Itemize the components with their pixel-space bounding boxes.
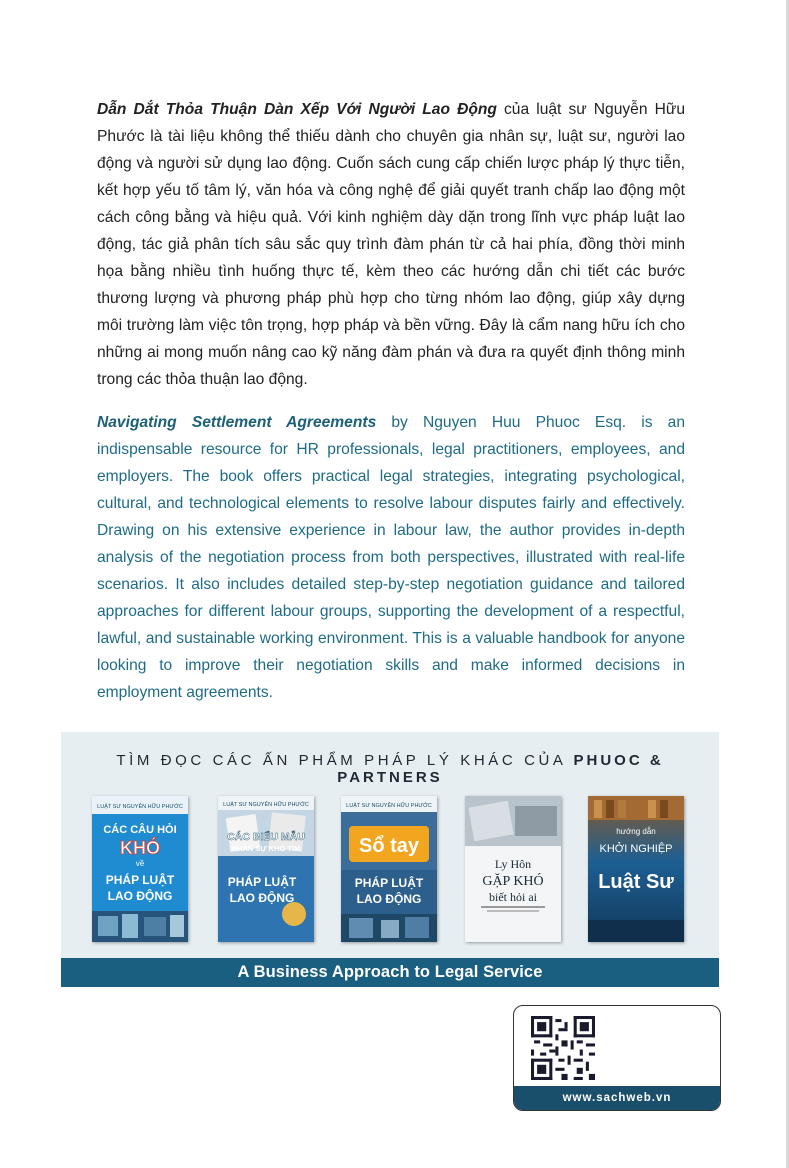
related-books-section <box>61 732 719 958</box>
book1-line1: CÁC CÂU HỎI <box>103 824 177 836</box>
book4-line2: GẶP KHÓ <box>482 874 544 889</box>
brand-name: PHUOC & PARTNERS <box>337 752 664 786</box>
vietnamese-book-title: Dẫn Dắt Thỏa Thuận Dàn Xếp Với Người Lao Động <box>97 100 497 118</box>
book3-line2: PHÁP LUẬT <box>354 876 424 890</box>
book5-line3: Luật Sư <box>598 871 674 893</box>
book1-author: LUẬT SƯ NGUYỄN HỮU PHƯỚC <box>97 804 183 810</box>
english-description <box>97 409 685 706</box>
book-cover-khoi-nghiep-luat-su[interactable] <box>588 796 684 942</box>
book-cover-ly-hon[interactable] <box>465 796 561 942</box>
book3-line1: Sổ tay <box>358 835 420 857</box>
book3-line3: LAO ĐỘNG <box>356 892 422 906</box>
qr-code-box[interactable] <box>513 1005 721 1111</box>
book-cover-art <box>92 796 188 942</box>
book4-line3: biết hỏi ai <box>489 890 537 904</box>
vietnamese-body: của luật sư Nguyễn Hữu Phước là tài liệu không thể thiếu dành cho chuyên gia nhân sự, luật sư, người lao động và người sử dụng lao động. Cuốn sách cung cấp chiến lược pháp lý thực tiễn, kết hợp yếu tố tâm lý, văn hóa và công nghệ để giải quyết tranh chấp lao động một cách công bằng và hiệu quả. Với kinh nghiệm dày dặn trong lĩnh vực pháp luật lao động, tác giả phân tích sâu sắc quy trình đàm phán từ cả hai phía, đồng thời minh họa bằng nhiều tình huống thực tế, kèm theo các hướng dẫn chi tiết các bước thương lượng và phương pháp phù hợp cho từng nhóm lao động, giúp xây dựng môi trường làm việc tôn trọng, hợp pháp và bền vững. Đây là cẩm nang hữu ích cho những ai mong muốn nâng cao kỹ năng đàm phán và đưa ra quyết định thông minh trong các thỏa thuận lao động. <box>97 100 685 388</box>
book-cover-cac-cau-hoi-kho[interactable] <box>92 796 188 942</box>
vietnamese-description <box>97 96 685 393</box>
book2-line1: CÁC BIỂU MẪU <box>227 831 305 843</box>
book5-line2: KHỞI NGHIỆP <box>599 843 673 855</box>
book1-line3: về <box>135 859 145 868</box>
book-cover-art <box>341 796 437 942</box>
english-body: by Nguyen Huu Phuoc Esq. is an indispensable resource for HR professionals, legal practitioners, employees, and employers. The book offers practical legal strategies, integrating psychological, cultural, and technological elements to resolve labour disputes fairly and effectively. Drawing on his extensive experience in labour law, the author provides in-depth analysis of the negotiation process from both perspectives, illustrated with real-life scenarios. It also includes detailed step-by-step negotiation guidance and tailored approaches for different labour groups, supporting the development of a respectful, lawful, and sustainable working environment. This is a valuable handbook for anyone looking to improve their negotiation skills and make informed decisions in employment agreements. <box>97 413 685 701</box>
book-cover-art <box>588 796 684 942</box>
tagline-banner: A Business Approach to Legal Service <box>61 958 719 987</box>
book2-line3: PHÁP LUẬT <box>227 875 297 889</box>
book1-line4: PHÁP LUẬT <box>105 873 175 887</box>
book3-author: LUẬT SƯ NGUYỄN HỮU PHƯỚC <box>346 803 432 809</box>
book2-line2: NHÂN SỰ KHÓ TÌM <box>231 844 301 853</box>
book-cover-so-tay[interactable] <box>341 796 437 942</box>
book5-line1: hướng dẫn <box>616 827 656 836</box>
book1-line2: KHÓ <box>120 838 160 858</box>
book1-line5: LAO ĐỘNG <box>107 889 173 903</box>
related-books-heading: TÌM ĐỌC CÁC ẤN PHẨM PHÁP LÝ KHÁC CỦA PHUOC & PARTNERS <box>116 752 664 786</box>
book2-author: LUẬT SƯ NGUYỄN HỮU PHƯỚC <box>223 802 309 808</box>
book2-line4: LAO ĐỘNG <box>229 891 295 905</box>
book-cover-cac-bieu-mau[interactable] <box>218 796 314 942</box>
qr-code-icon <box>531 1016 595 1080</box>
english-book-title: Navigating Settlement Agreements <box>97 413 377 431</box>
book-cover-art <box>218 796 314 942</box>
book-cover-art <box>465 796 561 942</box>
book4-line1: Ly Hôn <box>494 857 532 871</box>
website-url[interactable]: www.sachweb.vn <box>514 1086 720 1110</box>
